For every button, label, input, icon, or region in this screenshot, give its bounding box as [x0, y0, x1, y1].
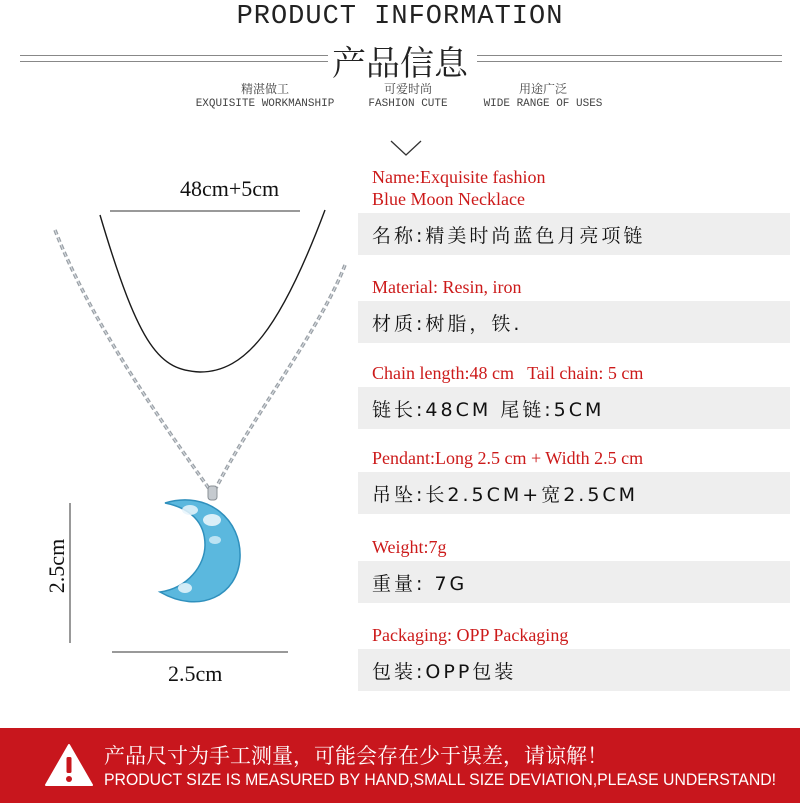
title-chinese: 产品信息	[332, 44, 468, 84]
spec-pendant-cn: 吊坠:长2.5CM+宽2.5CM	[372, 484, 639, 506]
pendant-height-label: 2.5cm	[44, 538, 70, 594]
spec-material-cn: 材质:树脂，铁.	[372, 313, 523, 335]
spec-chain-en: Chain length:48 cm Tail chain: 5 cm	[372, 363, 644, 383]
feature-label-en: WIDE RANGE OF USES	[483, 98, 603, 110]
spec-pendant-en: Pendant:Long 2.5 cm + Width 2.5 cm	[372, 448, 644, 468]
spec-name-cn: 名称:精美时尚蓝色月亮项链	[372, 225, 646, 247]
spec-packaging-cn: 包装:OPP包装	[372, 661, 517, 683]
spec-weight-cn: 重量: 7G	[372, 573, 468, 595]
chain	[215, 265, 345, 490]
title-english: PRODUCT INFORMATION	[236, 2, 564, 32]
spec-weight-cn-box	[358, 561, 790, 603]
spec-packaging-cn-box	[358, 649, 790, 691]
chevron-down-icon	[389, 138, 423, 158]
chain	[55, 230, 210, 490]
spec-en-line: Name:Exquisite fashion	[372, 167, 546, 187]
spec-name-en	[372, 166, 545, 210]
warning-text-en: PRODUCT SIZE IS MEASURED BY HAND,SMALL SIZE DEVIATION,PLEASE UNDERSTAND!	[104, 770, 777, 789]
feature-label-cn: 精湛做工	[240, 82, 289, 96]
product-image	[0, 160, 355, 700]
spec-chain-cn: 链长:48CM 尾链:5CM	[372, 399, 605, 421]
spec-material-en: Material: Resin, iron	[372, 277, 522, 297]
pendant-width-label: 2.5cm	[168, 661, 223, 686]
feature-label-en: FASHION CUTE	[368, 98, 448, 110]
feature-fashion	[348, 80, 468, 110]
warning-footer	[0, 728, 800, 803]
feature-label-en: EXQUISITE WORKMANSHIP	[195, 98, 335, 110]
title-divider-right-2	[477, 61, 782, 62]
feature-workmanship	[175, 80, 355, 110]
title-divider-right	[477, 55, 782, 56]
feature-uses	[468, 80, 618, 110]
spec-packaging-en: Packaging: OPP Packaging	[372, 625, 569, 645]
spec-chain-cn-box	[358, 387, 790, 429]
spec-pendant-cn-box	[358, 472, 790, 514]
feature-label-cn: 用途广泛	[518, 82, 567, 96]
warning-text-cn: 产品尺寸为手工测量，可能会存在少于误差，请谅解！	[104, 744, 608, 768]
chain-length-label: 48cm+5cm	[180, 176, 280, 201]
spec-name-cn-box	[358, 213, 790, 255]
warning-triangle-icon	[44, 742, 94, 788]
spec-material-cn-box	[358, 301, 790, 343]
feature-label-cn: 可爱时尚	[383, 82, 432, 96]
moon-pendant	[160, 500, 240, 602]
spec-en-line: Blue Moon Necklace	[372, 189, 525, 209]
spec-weight-en: Weight:7g	[372, 537, 447, 557]
cord-line	[100, 210, 325, 372]
